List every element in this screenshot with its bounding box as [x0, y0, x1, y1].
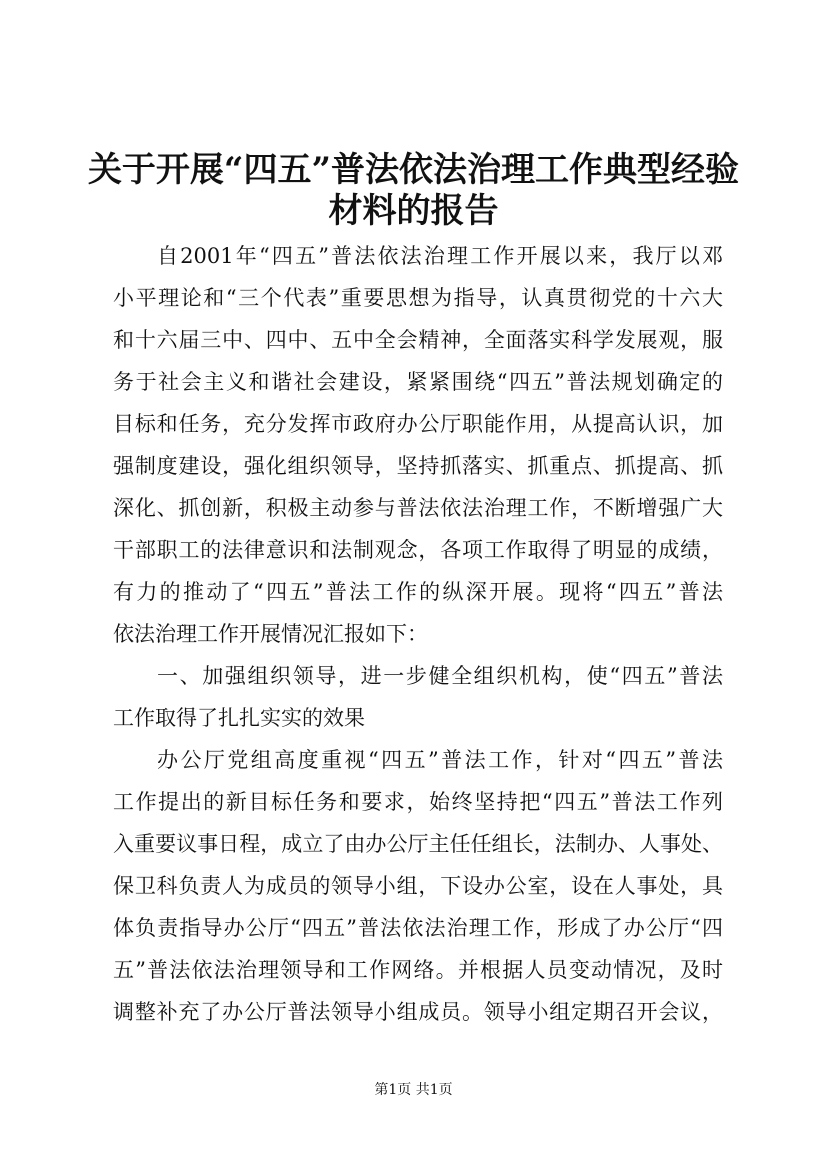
paragraph-line: 办公厅党组高度重视“四五”普法工作，针对“四五”普法: [157, 748, 723, 772]
paragraph-line: 强制度建设，强化组织领导，坚持抓落实、抓重点、抓提高、抓: [113, 454, 723, 478]
paragraph-line: 体负责指导办公厅“四五”普法依法治理工作，形成了办公厅“四: [113, 916, 723, 940]
paragraph-line: 自2001年“四五”普法依法治理工作开展以来，我厅以邓: [157, 244, 723, 268]
paragraph-line: 保卫科负责人为成员的领导小组，下设办公室，设在人事处，具: [113, 874, 723, 898]
paragraph-line: 工作提出的新目标任务和要求，始终坚持把“四五”普法工作列: [113, 790, 723, 814]
page-number-footer: 第1页 共1页: [374, 1082, 453, 1098]
paragraph-line: 依法治理工作开展情况汇报如下：: [113, 622, 428, 646]
paragraph-line: 干部职工的法律意识和法制观念，各项工作取得了明显的成绩，: [113, 538, 723, 562]
paragraph-line: 五”普法依法治理领导和工作网络。并根据人员变动情况，及时: [113, 958, 723, 982]
section-heading-line: 工作取得了扎扎实实的效果: [113, 706, 365, 730]
paragraph-line: 调整补充了办公厅普法领导小组成员。领导小组定期召开会议，: [113, 1000, 723, 1024]
document-title-line-2: 材料的报告: [328, 191, 499, 231]
paragraph-line: 入重要议事日程，成立了由办公厅主任任组长，法制办、人事处、: [113, 832, 723, 856]
paragraph-line: 深化、抓创新，积极主动参与普法依法治理工作，不断增强广大: [113, 496, 723, 520]
paragraph-line: 和十六届三中、四中、五中全会精神，全面落实科学发展观，服: [113, 328, 723, 352]
section-heading-line: 一、加强组织领导，进一步健全组织机构，使“四五”普法: [157, 664, 723, 688]
paragraph-line: 小平理论和“三个代表”重要思想为指导，认真贯彻党的十六大: [113, 286, 723, 310]
paragraph-line: 目标和任务，充分发挥市政府办公厅职能作用，从提高认识，加: [113, 412, 723, 436]
document-title-line-1: 关于开展“四五”普法依法治理工作典型经验: [87, 150, 740, 190]
paragraph-line: 务于社会主义和谐社会建设，紧紧围绕“四五”普法规划确定的: [113, 370, 723, 394]
paragraph-line: 有力的推动了“四五”普法工作的纵深开展。现将“四五”普法: [113, 580, 723, 604]
